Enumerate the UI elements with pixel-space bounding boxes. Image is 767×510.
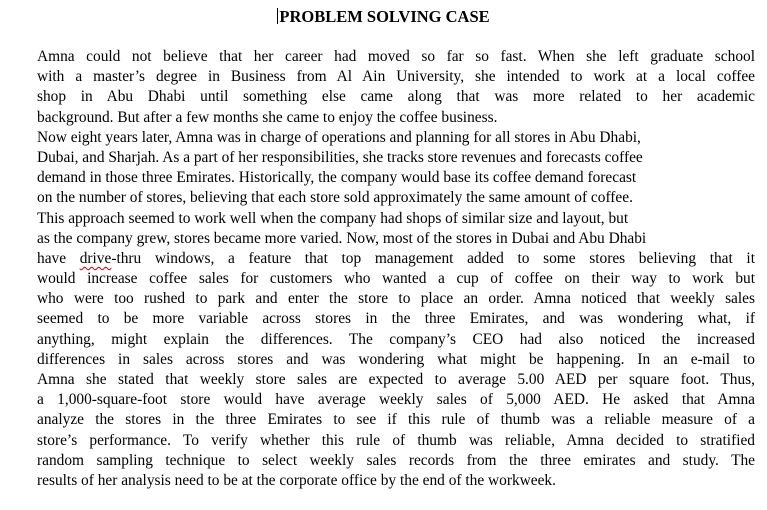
paragraph-line[interactable]: Amna she stated that weekly store sales are expected to average 5.00 AED per square foot. Thus, <box>37 371 755 388</box>
paragraph-line[interactable]: This approach seemed to work well when the company had shops of similar size and layout, but <box>37 209 629 227</box>
paragraph-line[interactable]: store’s performance. To verify whether this rule of thumb was reliable, Amna decided to stratified <box>37 431 755 449</box>
paragraph-line[interactable]: differences in sales across stores and was wondering what might be happening. In an e-mail to <box>37 350 755 368</box>
paragraph-line[interactable]: background. But after a few months she came to enjoy the coffee business. <box>37 108 498 126</box>
document-title[interactable]: PROBLEM SOLVING CASE <box>279 7 490 26</box>
misspelled-word[interactable]: drive <box>79 249 112 267</box>
paragraph-line[interactable]: on the number of stores, believing that each store sold approximately the same amount of coffee. <box>37 189 633 207</box>
paragraph-line[interactable]: shop in Abu Dhabi until something else came along that was more related to her academic <box>37 88 755 106</box>
paragraph-line[interactable]: seemed to be more variable across stores in the three Emirates, and was wondering what, if <box>37 310 755 328</box>
paragraph-line[interactable]: a 1,000-square-foot store would have average weekly sales of 5,000 AED. He asked that Amna <box>37 391 755 409</box>
paragraph-line[interactable]: with a master’s degree in Business from Al Ain University, she intended to work at a local coffee <box>37 68 755 86</box>
document-title-line <box>0 7 767 27</box>
paragraph-line[interactable]: would increase coffee sales for customers who wanted a cup of coffee on their way to work but <box>37 270 755 288</box>
paragraph-line[interactable]: Dubai, and Sharjah. As a part of her responsibilities, she tracks store revenues and forecasts coffee <box>37 148 643 166</box>
paragraph-line[interactable]: results of her analysis need to be at the corporate office by the end of the workweek. <box>37 471 556 489</box>
paragraph-line[interactable]: Now eight years later, Amna was in charge of operations and planning for all stores in Abu Dhabi, <box>37 128 641 146</box>
paragraph-line[interactable]: analyze the stores in the three Emirates to see if this rule of thumb was a reliable measure of a <box>37 411 755 429</box>
paragraph-line[interactable]: Amna could not believe that her career had moved so far so fast. When she left graduate school <box>37 48 755 65</box>
line-text: have <box>37 249 80 267</box>
line-text: -thru windows, a feature that top management added to some stores believing that it <box>111 249 755 267</box>
paragraph-line[interactable] <box>37 249 755 269</box>
paragraph-line[interactable]: as the company grew, stores became more varied. Now, most of the stores in Dubai and Abu Dhabi <box>37 229 647 247</box>
document-body[interactable] <box>37 47 755 491</box>
paragraph-line[interactable]: demand in those three Emirates. Historically, the company would base its coffee demand forecast <box>37 169 637 187</box>
paragraph-line[interactable]: anything, might explain the differences. The company’s CEO had also noticed the increased <box>37 330 755 348</box>
paragraph-line[interactable]: random sampling technique to select weekly sales records from the three emirates and study. The <box>37 451 755 469</box>
paragraph-line[interactable]: who were too rushed to park and enter the store to place an order. Amna noticed that weekly sales <box>37 290 755 308</box>
